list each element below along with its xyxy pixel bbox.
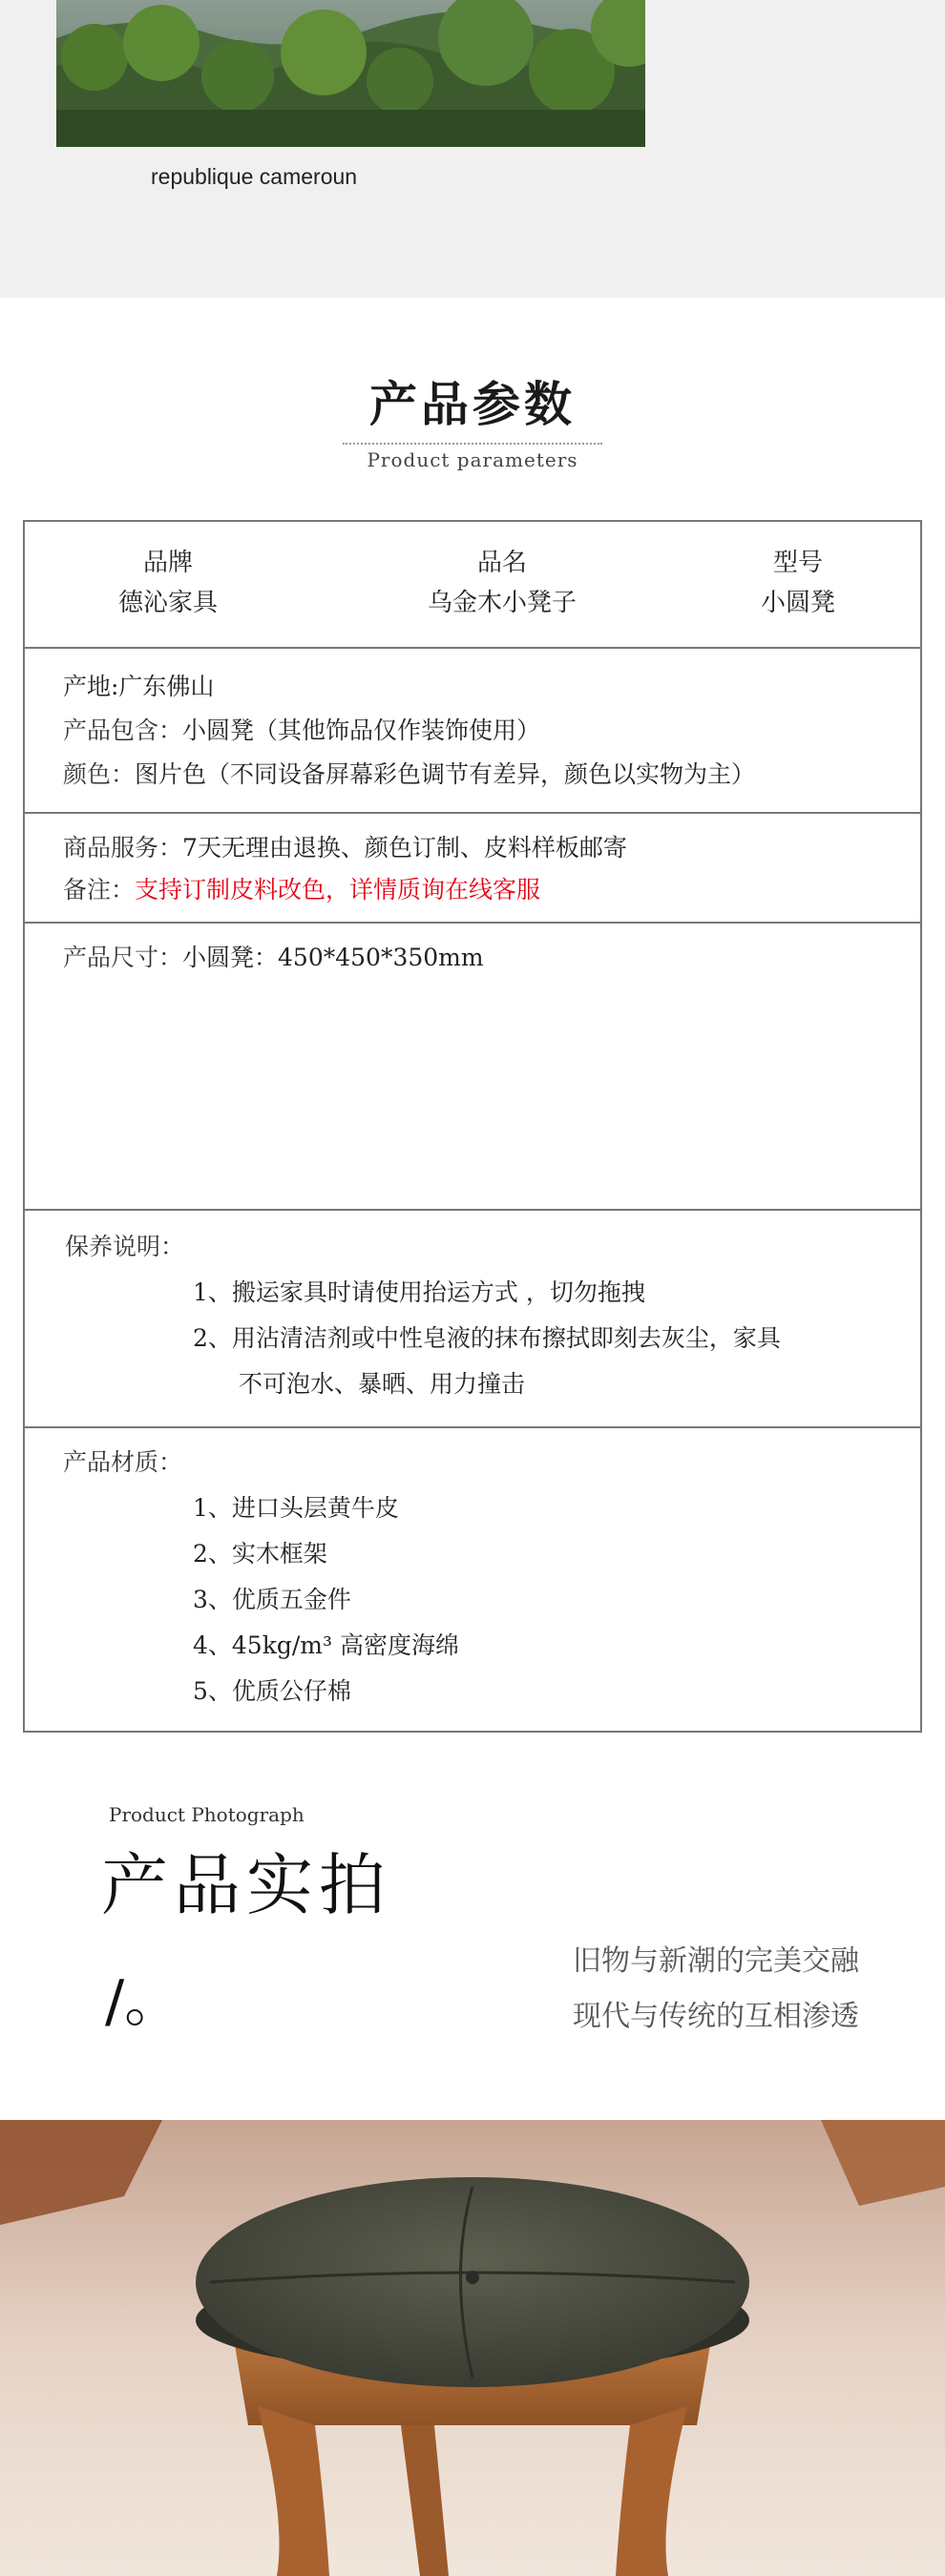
params-row-basic <box>25 522 920 649</box>
material-title: 产品材质： <box>63 1448 183 1476</box>
product-photo <box>0 2120 945 2576</box>
title-divider <box>343 443 602 445</box>
color-line <box>63 756 755 790</box>
model-value: 小圆凳 <box>760 589 835 617</box>
size-label: 产品尺寸： <box>63 944 183 971</box>
material-item-5: 5、优质公仔棉 <box>193 1677 351 1705</box>
material-item-4: 4、45kg/m³ 高密度海绵 <box>193 1631 459 1659</box>
note-value: 支持订制皮料改色，详情质询在线客服 <box>135 876 541 904</box>
model-header: 型号 <box>772 549 823 577</box>
photo-caption: republique cameroun <box>151 164 358 189</box>
size-line <box>63 939 484 973</box>
includes-line <box>63 712 540 746</box>
service-line <box>63 829 627 863</box>
landscape-photo <box>56 0 645 147</box>
note-label: 备注： <box>63 876 136 904</box>
name-header: 品名 <box>476 549 527 577</box>
color-label: 颜色： <box>63 760 136 788</box>
params-row-material <box>25 1428 920 1731</box>
top-banner <box>0 0 945 298</box>
includes-value: 小圆凳（其他饰品仅作装饰使用） <box>182 717 541 744</box>
service-value: 7天无理由退换、颜色订制、皮料样板邮寄 <box>182 834 627 862</box>
tagline-2: 现代与传统的互相渗透 <box>573 2000 859 2033</box>
section-title: 产品参数 <box>369 377 576 432</box>
params-table <box>23 520 922 1733</box>
care-item-2-cont: 不可泡水、暴晒、用力撞击 <box>239 1370 526 1398</box>
care-title: 保养说明： <box>65 1233 185 1260</box>
params-row-size <box>25 924 920 1211</box>
tagline-1: 旧物与新潮的完美交融 <box>573 1944 859 1978</box>
includes-label: 产品包含： <box>63 717 183 744</box>
brand-header: 品牌 <box>142 549 193 577</box>
origin-text: 产地:广东佛山 <box>63 673 215 700</box>
params-row-service <box>25 814 920 924</box>
care-item-2: 2、用沾清洁剂或中性皂液的抹布擦拭即刻去灰尘，家具 <box>193 1324 781 1352</box>
care-item-1: 1、搬运家具时请使用抬运方式 ，切勿拖拽 <box>193 1278 645 1306</box>
section-subtitle: Product parameters <box>367 448 578 471</box>
service-label: 商品服务： <box>63 834 183 862</box>
note-line <box>63 871 540 905</box>
color-value: 图片色（不同设备屏幕彩色调节有差异，颜色以实物为主） <box>135 760 756 788</box>
photograph-english-label: Product Photograph <box>109 1803 304 1826</box>
size-value: 小圆凳：450*450*350mm <box>182 944 484 971</box>
material-item-3: 3、优质五金件 <box>193 1586 351 1613</box>
name-value: 乌金木小凳子 <box>427 589 577 617</box>
params-row-care <box>25 1211 920 1428</box>
photograph-title: 产品实拍 <box>101 1846 391 1924</box>
brand-value: 德沁家具 <box>117 589 218 617</box>
material-item-2: 2、实木框架 <box>193 1540 327 1568</box>
photograph-slash: /。 <box>105 1968 182 2035</box>
material-item-1: 1、进口头层黄牛皮 <box>193 1494 399 1522</box>
params-row-origin <box>25 649 920 814</box>
